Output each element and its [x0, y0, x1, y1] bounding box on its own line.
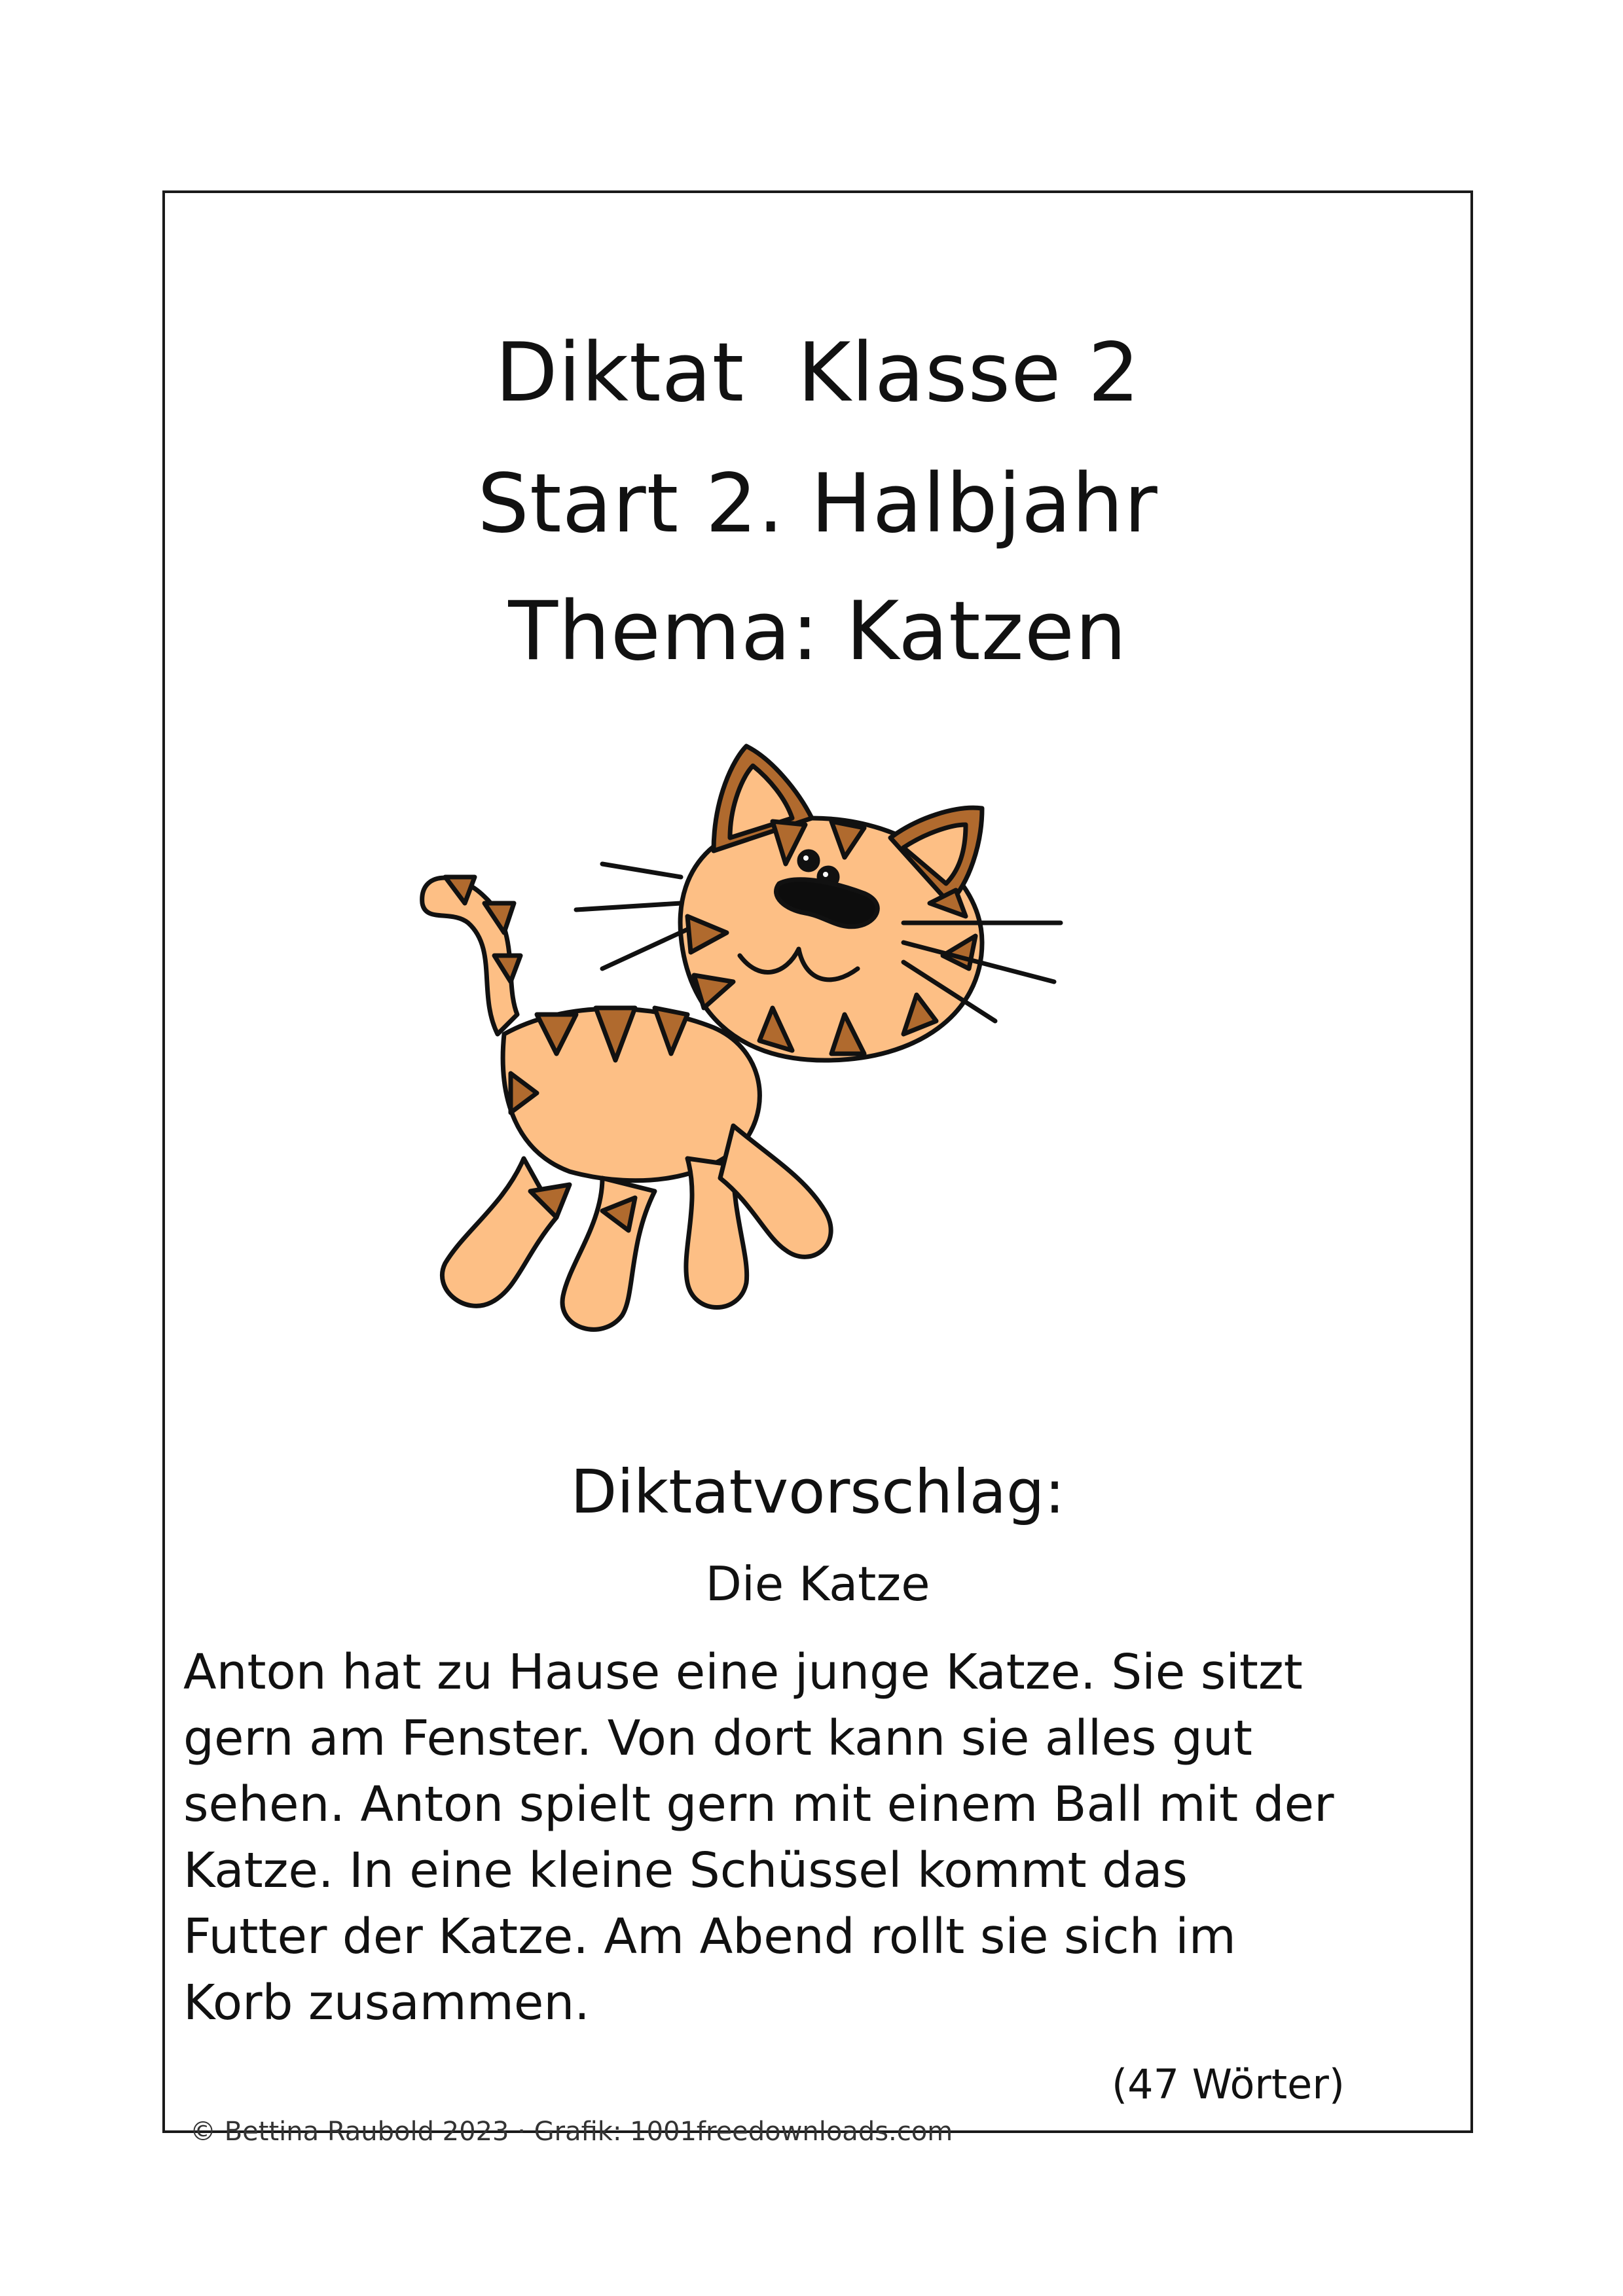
word-count: (47 Wörter)	[1111, 2060, 1345, 2108]
page-title: Diktat Klasse 2	[495, 326, 1140, 420]
page-subtitle-semester: Start 2. Halbjahr	[477, 457, 1158, 551]
story-line: sehen. Anton spielt gern mit einem Ball mit der	[183, 1776, 1334, 1833]
story-line: Anton hat zu Hause eine junge Katze. Sie sitzt	[183, 1644, 1303, 1700]
copyright-note: © Bettina Raubold 2023 · Grafik: 1001freedownloads.com	[190, 2117, 953, 2147]
story-line: Katze. In eine kleine Schüssel kommt das	[183, 1842, 1188, 1899]
cartoon-cat-icon	[406, 707, 1218, 1440]
story-line: gern am Fenster. Von dort kann sie alles gut	[183, 1710, 1252, 1767]
story-text	[183, 1640, 1460, 2036]
page-subtitle-topic: Thema: Katzen	[508, 584, 1127, 679]
story-line: Korb zusammen.	[183, 1975, 590, 2031]
title-block	[162, 0, 1473, 720]
dictation-heading: Diktatvorschlag:	[570, 1457, 1065, 1527]
story-title: Die Katze	[705, 1556, 930, 1611]
story-line: Futter der Katze. Am Abend rollt sie sich im	[183, 1909, 1236, 1965]
